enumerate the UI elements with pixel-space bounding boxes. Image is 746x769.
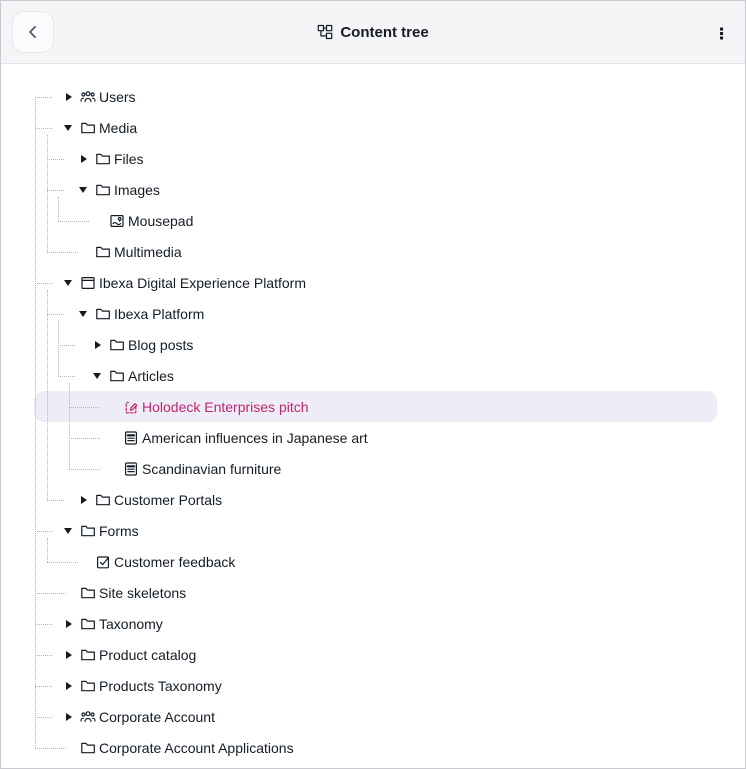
tree-item-label: Customer feedback bbox=[114, 553, 236, 570]
tree-item-media[interactable] bbox=[34, 112, 717, 143]
caret-right-icon[interactable] bbox=[93, 337, 109, 353]
caret-down-icon[interactable] bbox=[64, 523, 80, 539]
expander-spacer bbox=[79, 244, 95, 260]
page-title: Content tree bbox=[340, 23, 429, 41]
tree-item-ibexa-platform[interactable] bbox=[34, 298, 717, 329]
users-group-icon bbox=[80, 89, 96, 105]
tree-item-label: Files bbox=[114, 150, 144, 167]
caret-right-icon[interactable] bbox=[79, 492, 95, 508]
caret-right-icon[interactable] bbox=[64, 647, 80, 663]
caret-down-icon[interactable] bbox=[93, 368, 109, 384]
checkbox-icon bbox=[95, 554, 111, 570]
tree-item-users[interactable] bbox=[34, 81, 717, 112]
tree-item-mousepad[interactable] bbox=[34, 205, 717, 236]
expander-spacer bbox=[107, 399, 123, 415]
caret-down-icon[interactable] bbox=[79, 182, 95, 198]
window-icon bbox=[80, 275, 96, 291]
caret-down-icon[interactable] bbox=[64, 275, 80, 291]
tree-item-label: Ibexa Digital Experience Platform bbox=[99, 274, 306, 291]
tree-item-multimedia[interactable] bbox=[34, 236, 717, 267]
tree-item-customer-portals[interactable] bbox=[34, 484, 717, 515]
tree-item-label: Product catalog bbox=[99, 646, 197, 663]
caret-right-icon[interactable] bbox=[64, 89, 80, 105]
tree-item-label: Blog posts bbox=[128, 336, 194, 353]
folder-icon bbox=[80, 523, 96, 539]
caret-right-icon[interactable] bbox=[64, 678, 80, 694]
folder-icon bbox=[95, 182, 111, 198]
caret-down-icon[interactable] bbox=[64, 120, 80, 136]
expander-spacer bbox=[64, 740, 80, 756]
tree-item-label: Products Taxonomy bbox=[99, 677, 222, 694]
tree-item-blog-posts[interactable] bbox=[34, 329, 717, 360]
tree-item-forms[interactable] bbox=[34, 515, 717, 546]
users-group-icon bbox=[80, 709, 96, 725]
tree-item-label: Mousepad bbox=[128, 212, 194, 229]
tree-item-ibexa-digital-experience-platform[interactable] bbox=[34, 267, 717, 298]
folder-icon bbox=[109, 368, 125, 384]
caret-right-icon[interactable] bbox=[64, 616, 80, 632]
expander-spacer bbox=[79, 554, 95, 570]
article-icon bbox=[123, 461, 139, 477]
tree-item-label: Taxonomy bbox=[99, 615, 163, 632]
kebab-menu-button[interactable] bbox=[704, 16, 738, 50]
content-tree bbox=[1, 81, 745, 763]
tree-item-products-taxonomy[interactable] bbox=[34, 670, 717, 701]
tree-item-files[interactable] bbox=[34, 143, 717, 174]
tree-item-label: Users bbox=[99, 88, 136, 105]
back-button[interactable] bbox=[12, 11, 54, 53]
tree-item-site-skeletons[interactable] bbox=[34, 577, 717, 608]
tree-item-label: American influences in Japanese art bbox=[142, 429, 368, 446]
folder-icon bbox=[95, 492, 111, 508]
folder-icon bbox=[80, 740, 96, 756]
tree-rows bbox=[1, 81, 745, 763]
tree-item-customer-feedback[interactable] bbox=[34, 546, 717, 577]
folder-icon bbox=[95, 244, 111, 260]
tree-item-taxonomy[interactable] bbox=[34, 608, 717, 639]
folder-icon bbox=[80, 120, 96, 136]
tree-item-articles[interactable] bbox=[34, 360, 717, 391]
tree-item-label: Site skeletons bbox=[99, 584, 187, 601]
tree-item-product-catalog[interactable] bbox=[34, 639, 717, 670]
tree-item-label: Corporate Account bbox=[99, 708, 215, 725]
tree-item-images[interactable] bbox=[34, 174, 717, 205]
folder-icon bbox=[109, 337, 125, 353]
kebab-icon bbox=[713, 25, 730, 42]
tree-item-label: Images bbox=[114, 181, 160, 198]
folder-icon bbox=[80, 678, 96, 694]
tree-item-scandinavian-furniture[interactable] bbox=[34, 453, 717, 484]
caret-down-icon[interactable] bbox=[79, 306, 95, 322]
tree-item-american-influences-in-japanese-art[interactable] bbox=[34, 422, 717, 453]
expander-spacer bbox=[107, 461, 123, 477]
caret-right-icon[interactable] bbox=[79, 151, 95, 167]
tree-item-label: Holodeck Enterprises pitch bbox=[142, 398, 309, 415]
panel-header bbox=[1, 1, 745, 64]
edit-draft-icon bbox=[123, 399, 139, 415]
content-tree-icon bbox=[317, 24, 333, 40]
panel-title-group bbox=[1, 24, 745, 41]
tree-item-label: Articles bbox=[128, 367, 174, 384]
tree-item-label: Corporate Account Applications bbox=[99, 739, 294, 756]
tree-item-corporate-account[interactable] bbox=[34, 701, 717, 732]
tree-item-label: Media bbox=[99, 119, 138, 136]
folder-icon bbox=[95, 306, 111, 322]
folder-icon bbox=[80, 616, 96, 632]
article-icon bbox=[123, 430, 139, 446]
caret-right-icon[interactable] bbox=[64, 709, 80, 725]
expander-spacer bbox=[93, 213, 109, 229]
expander-spacer bbox=[64, 585, 80, 601]
tree-item-label: Scandinavian furniture bbox=[142, 460, 282, 477]
image-icon bbox=[109, 213, 125, 229]
tree-item-corporate-account-applications[interactable] bbox=[34, 732, 717, 763]
expander-spacer bbox=[107, 430, 123, 446]
tree-item-label: Customer Portals bbox=[114, 491, 223, 508]
tree-item-holodeck-enterprises-pitch[interactable] bbox=[34, 391, 717, 422]
folder-icon bbox=[80, 647, 96, 663]
folder-icon bbox=[95, 151, 111, 167]
folder-icon bbox=[80, 585, 96, 601]
tree-item-label: Multimedia bbox=[114, 243, 182, 260]
tree-item-label: Ibexa Platform bbox=[114, 305, 205, 322]
chevron-left-icon bbox=[24, 23, 42, 41]
tree-item-label: Forms bbox=[99, 522, 139, 539]
